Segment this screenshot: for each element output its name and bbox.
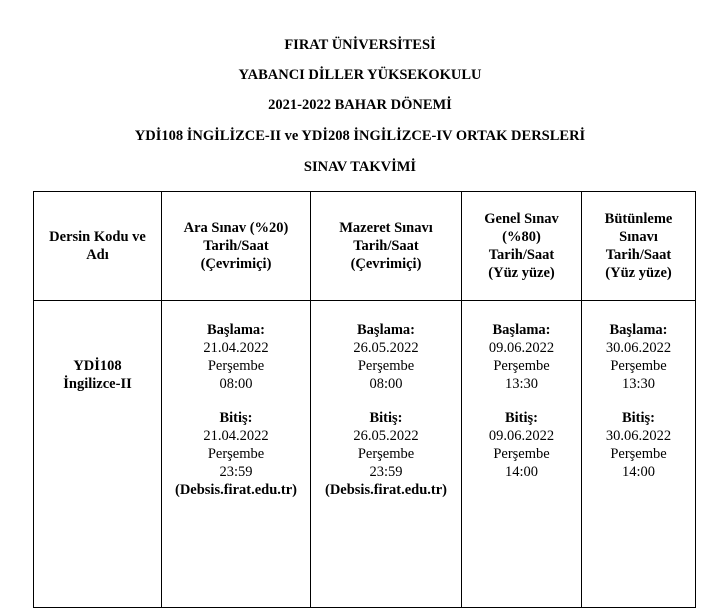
makeup-cell: Başlama: 26.05.2022 Perşembe 08:00 Bitiş: 26.05.2022 Perşembe 23:59 (Debsis.firat.edu.tr): [311, 301, 462, 608]
course-code: YDİ108: [73, 358, 122, 374]
table-row: [34, 301, 696, 608]
midterm-cell: Başlama: 21.04.2022 Perşembe 08:00 Bitiş: 21.04.2022 Perşembe 23:59 (Debsis.firat.edu.tr): [162, 301, 311, 608]
exam-schedule-table: [33, 191, 696, 608]
platform-label: (Debsis.firat.edu.tr): [174, 482, 298, 498]
course-name: İngilizce-II: [63, 376, 132, 392]
resit-cell: Başlama: 30.06.2022 Perşembe 13:30 Bitiş: 30.06.2022 Perşembe 14:00: [582, 301, 696, 608]
document-title: SINAV TAKVİMİ: [303, 159, 417, 175]
column-header-final: Genel Sınav (%80) Tarih/Saat (Yüz yüze): [462, 192, 582, 301]
column-header-makeup: Mazeret Sınavı Tarih/Saat (Çevrimiçi): [311, 192, 462, 301]
final-cell: Başlama: 09.06.2022 Perşembe 13:30 Bitiş: 09.06.2022 Perşembe 14:00: [462, 301, 582, 608]
column-header-course: Dersin Kodu ve Adı: [34, 192, 162, 301]
school-title: YABANCI DİLLER YÜKSEKOKULU: [238, 67, 482, 83]
term-title: 2021-2022 BAHAR DÖNEMİ: [268, 97, 452, 113]
column-header-resit: Bütünleme Sınavı Tarih/Saat (Yüz yüze): [582, 192, 696, 301]
course-cell: [34, 301, 162, 608]
table-header-row: [34, 192, 696, 301]
platform-label: (Debsis.firat.edu.tr): [324, 482, 448, 498]
courses-title: YDİ108 İNGİLİZCE-II ve YDİ208 İNGİLİZCE-IV ORTAK DERSLERİ: [134, 128, 586, 144]
university-title: FIRAT ÜNİVERSİTESİ: [284, 37, 436, 53]
column-header-midterm: Ara Sınav (%20) Tarih/Saat (Çevrimiçi): [162, 192, 311, 301]
